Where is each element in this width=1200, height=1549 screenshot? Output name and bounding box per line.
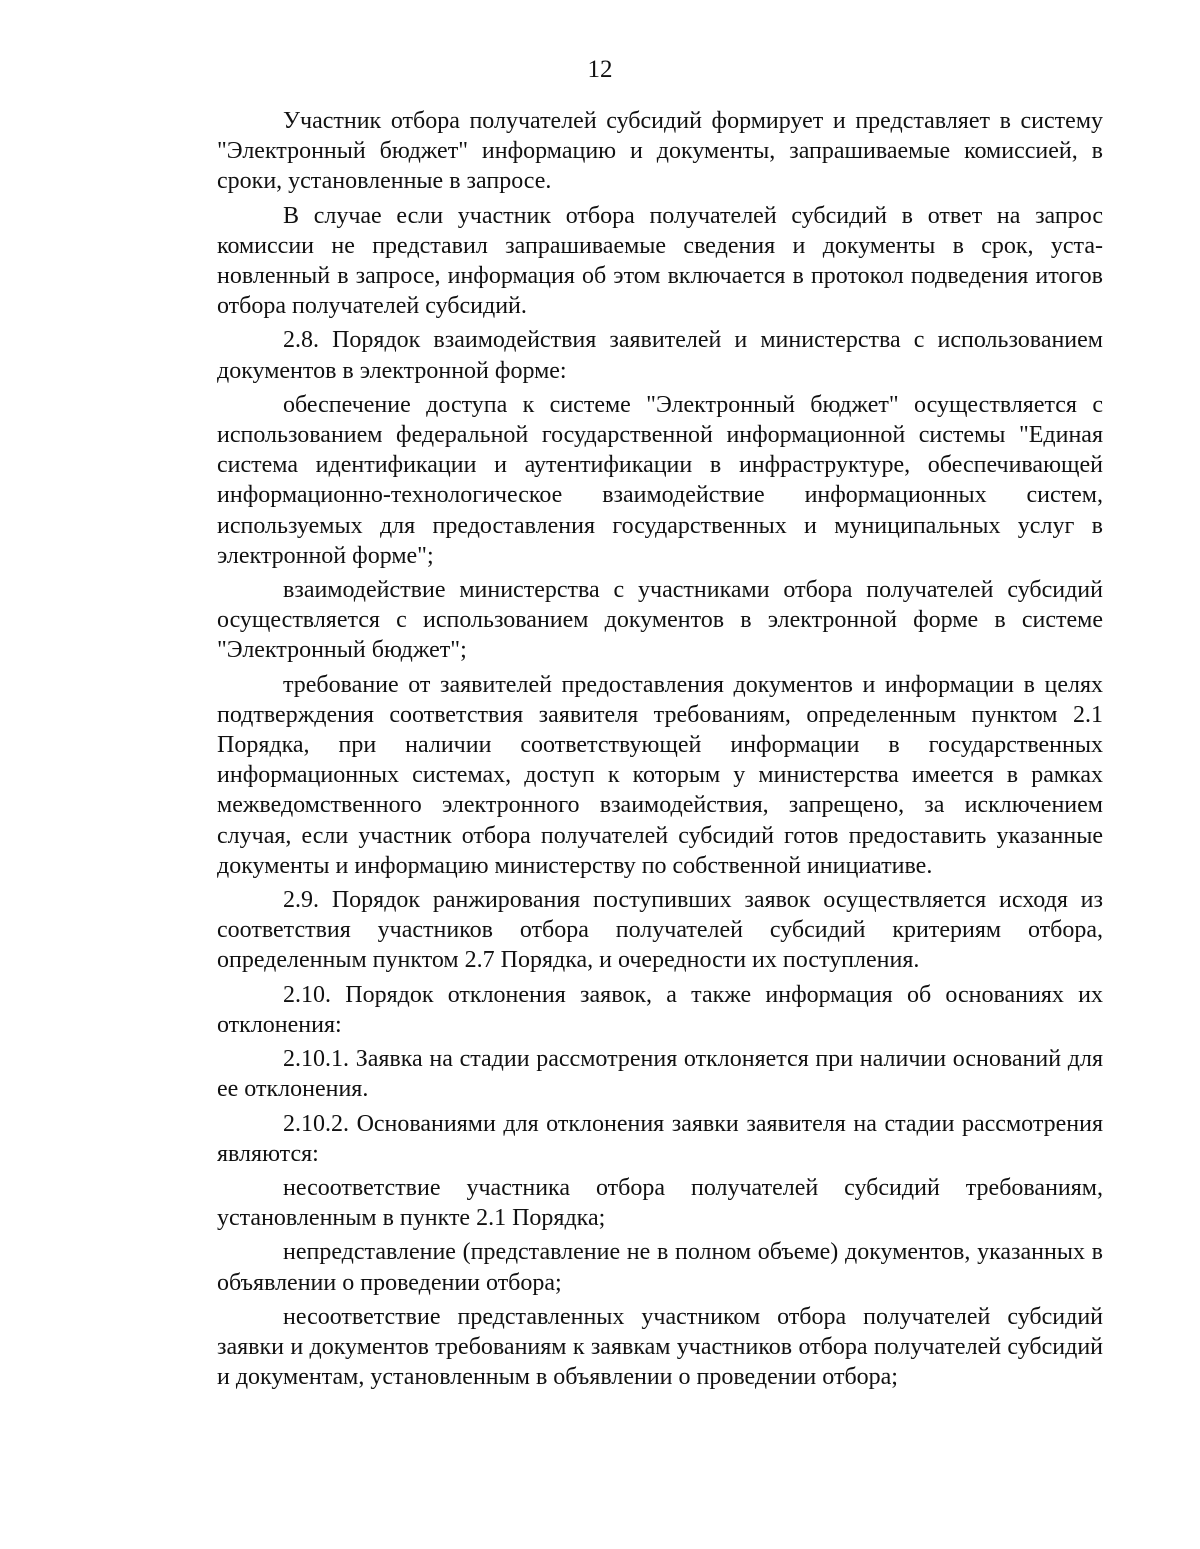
paragraph: непредставление (представление не в полном объеме) документов, указанных в объявлении о проведении отбора; <box>217 1239 1103 1296</box>
paragraph: 2.9. Порядок ранжирования поступивших заявок осуществляется исходя из соответствия участников отбора получателей субсидий критериям отбора, определенным пунктом 2.7 Порядка, и очередности их поступления. <box>217 887 1103 974</box>
paragraph: Участник отбора получателей субсидий формирует и представляет в систему "Электронный бюджет" информацию и документы, запрашиваемые комиссией, в сроки, установленные в запросе. <box>217 108 1103 195</box>
paragraph: 2.10.2. Основаниями для отклонения заявки заявителя на стадии рассмотрения являются: <box>217 1110 1103 1167</box>
paragraph: 2.10.1. Заявка на стадии рассмотрения отклоняется при наличии оснований для ее отклонения. <box>217 1046 1103 1103</box>
page-number: 12 <box>587 56 613 83</box>
paragraph: обеспечение доступа к системе "Электронный бюджет" осуществляется с использованием федеральной государственной информационной системы "Единая система идентификации и аутентификации в инфраструктуре, обеспечивающей информационно-технологическое взаимодействие информационных систем, используемых для предоставления государственных и муниципальных услуг в электронной форме"; <box>217 391 1103 569</box>
paragraph: требование от заявителей предоставления документов и информации в целях подтверждения соответствия заявителя требованиям, определенным пунктом 2.1 Порядка, при наличии соответствующей информации в государственных информационных системах, доступ к которым у министерства имеется в рамках межведомственного электронного взаимодействия, запрещено, за исключением случая, если участник отбора получателей субсидий готов предоставить указанные документы и информацию министерству по собственной инициативе. <box>217 671 1103 879</box>
paragraph: 2.10. Порядок отклонения заявок, а также информация об основаниях их отклонения: <box>217 981 1103 1038</box>
paragraph: несоответствие участника отбора получателей субсидий требованиям, установленным в пункте 2.1 Порядка; <box>217 1174 1103 1232</box>
paragraph: взаимодействие министерства с участниками отбора получателей субсидий осуществляется с использованием документов в электронной форме в системе "Электронный бюджет"; <box>217 577 1103 664</box>
paragraph: В случае если участник отбора получателей субсидий в ответ на запрос комиссии не представил запрашиваемые сведения и документы в срок, установленный в запросе, информация об этом включается в протокол подведения итогов отбора получателей субсидий. <box>217 202 1103 320</box>
paragraph: 2.8. Порядок взаимодействия заявителей и министерства с использованием документов в электронной форме: <box>217 327 1103 384</box>
paragraph: несоответствие представленных участником отбора получателей субсидий заявки и документов требованиям к заявкам участников отбора получателей субсидий и документам, установленным в объявлении о проведении отбора; <box>217 1303 1103 1391</box>
document-body <box>217 106 1103 1396</box>
